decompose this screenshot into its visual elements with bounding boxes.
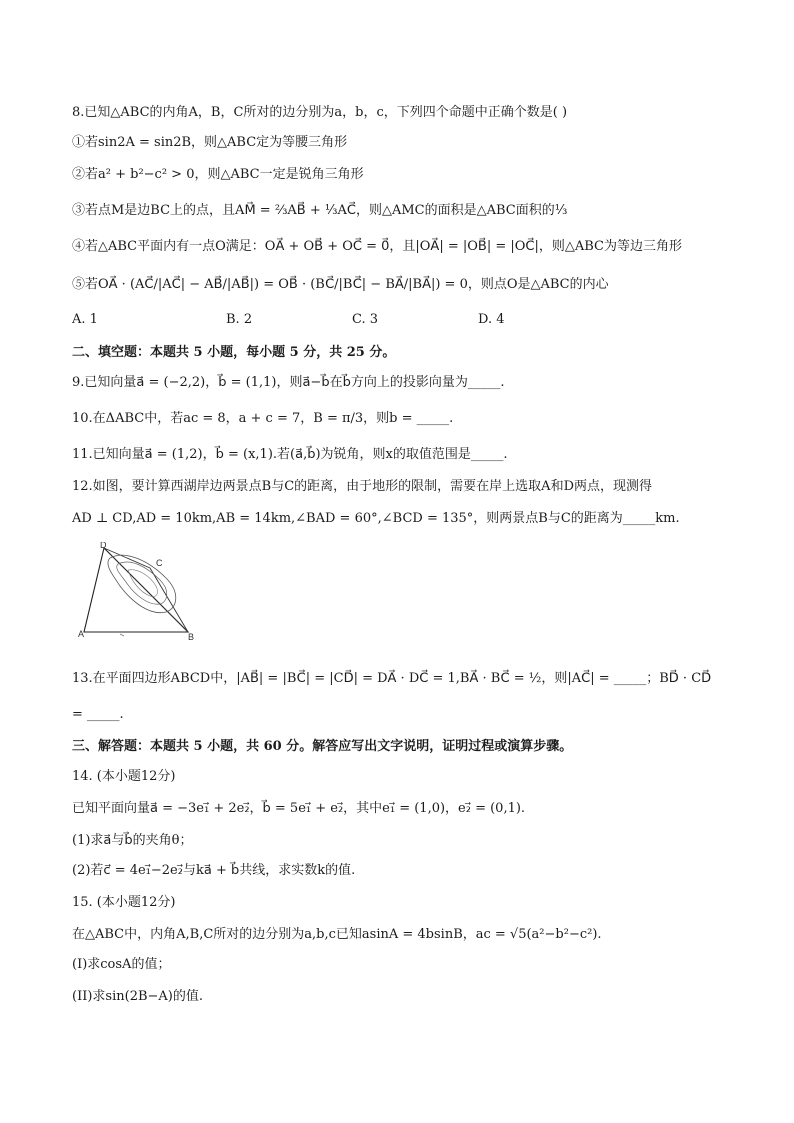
q13-text-line2: = _____. (72, 707, 124, 722)
choice-c: C. 3 (352, 312, 379, 327)
choice-b: B. 2 (226, 312, 253, 327)
q8-item-4: ④若△ABC平面内有一点O满足：OA⃗ + OB⃗ + OC⃗ = 0⃗，且|OA⃗| = |OB⃗| = |OC⃗|，则△ABC为等边三角形 (72, 239, 682, 254)
q11-text: 11.已知向量a⃗ = (1,2)，b⃗ = (x,1).若(a⃗,b⃗)为锐角，则x的取值范围是_____. (72, 447, 508, 462)
section-fill-in-title: 二、填空题：本题共 5 小题，每小题 5 分，共 25 分。 (72, 345, 396, 360)
label-b: B (188, 632, 195, 642)
q8-item-1: ①若sin2A = sin2B，则△ABC定为等腰三角形 (72, 135, 348, 150)
diagonal-db (104, 548, 188, 632)
label-d: D (100, 542, 107, 550)
q15-part2: (II)求sin(2B−A)的值. (72, 989, 203, 1004)
label-c: C (156, 558, 163, 568)
q15-part1: (I)求cosA的值； (72, 957, 171, 972)
q8-item-2: ②若a² + b²−c² > 0，则△ABC一定是锐角三角形 (72, 167, 364, 182)
q9-text: 9.已知向量a⃗ = (−2,2)，b⃗ = (1,1)，则a⃗−b⃗在b⃗方向上的投影向量为_____. (72, 375, 505, 390)
q15-given: 在△ABC中，内角A,B,C所对的边分别为a,b,c已知asinA = 4bsinB，ac = √5(a²−b²−c²). (72, 927, 602, 942)
q15-header: 15. (本小题12分) (72, 895, 176, 910)
choice-a: A. 1 (72, 312, 98, 327)
q8-stem: 8.已知△ABC的内角A，B，C所对的边分别为a，b，c，下列四个命题中正确个数是( ) (72, 105, 568, 120)
q8-item-3: ③若点M是边BC上的点，且AM⃗ = ⅔AB⃗ + ⅓AC⃗，则△AMC的面积是△ABC面积的⅓ (72, 203, 568, 218)
q12-text-line1: 12.如图，要计算西湖岸边两景点B与C的距离，由于地形的限制，需要在岸上选取A和D两点，现测得 (72, 479, 652, 494)
lake-diagram (70, 542, 210, 642)
q12-lake-figure (70, 542, 210, 642)
quadrilateral-edges (84, 548, 188, 632)
q13-text-line1: 13.在平面四边形ABCD中，|AB⃗| = |BC⃗| = |CD⃗| = DA⃗ · DC⃗ = 1,BA⃗ · BC⃗ = ½，则|AC⃗| = _____；BD⃗ · CD⃗ (72, 671, 712, 686)
choice-d: D. 4 (478, 312, 505, 327)
q8-item-5: ⑤若OA⃗ · (AC⃗/|AC⃗| − AB⃗/|AB⃗|) = OB⃗ · (BC⃗/|BC⃗| − BA⃗/|BA⃗|) = 0，则点O是△ABC的内心 (72, 277, 609, 292)
q10-text: 10.在ΔABC中，若ac = 8，a + c = 7，B = π/3，则b = _____. (72, 411, 454, 426)
q14-part2: (2)若c⃗ = 4e₁⃗−2e₂⃗与ka⃗ + b⃗共线，求实数k的值. (72, 863, 356, 878)
edge-dc (104, 548, 150, 568)
section-solve-title: 三、解答题：本题共 5 小题，共 60 分。解答应写出文字说明，证明过程或演算步骤。 (72, 739, 573, 754)
q14-given: 已知平面向量a⃗ = −3e₁⃗ + 2e₂⃗，b⃗ = 5e₁⃗ + e₂⃗，其中e₁⃗ = (1,0)，e₂⃗ = (0,1). (72, 801, 526, 816)
q14-part1: (1)求a⃗与b⃗的夹角θ； (72, 833, 193, 848)
shore-mark (120, 634, 124, 636)
q14-header: 14. (本小题12分) (72, 769, 176, 784)
label-a: A (78, 629, 85, 639)
q12-text-line2: AD ⊥ CD,AD = 10km,AB = 14km,∠BAD = 60°,∠BCD = 135°，则两景点B与C的距离为_____km. (72, 511, 680, 526)
